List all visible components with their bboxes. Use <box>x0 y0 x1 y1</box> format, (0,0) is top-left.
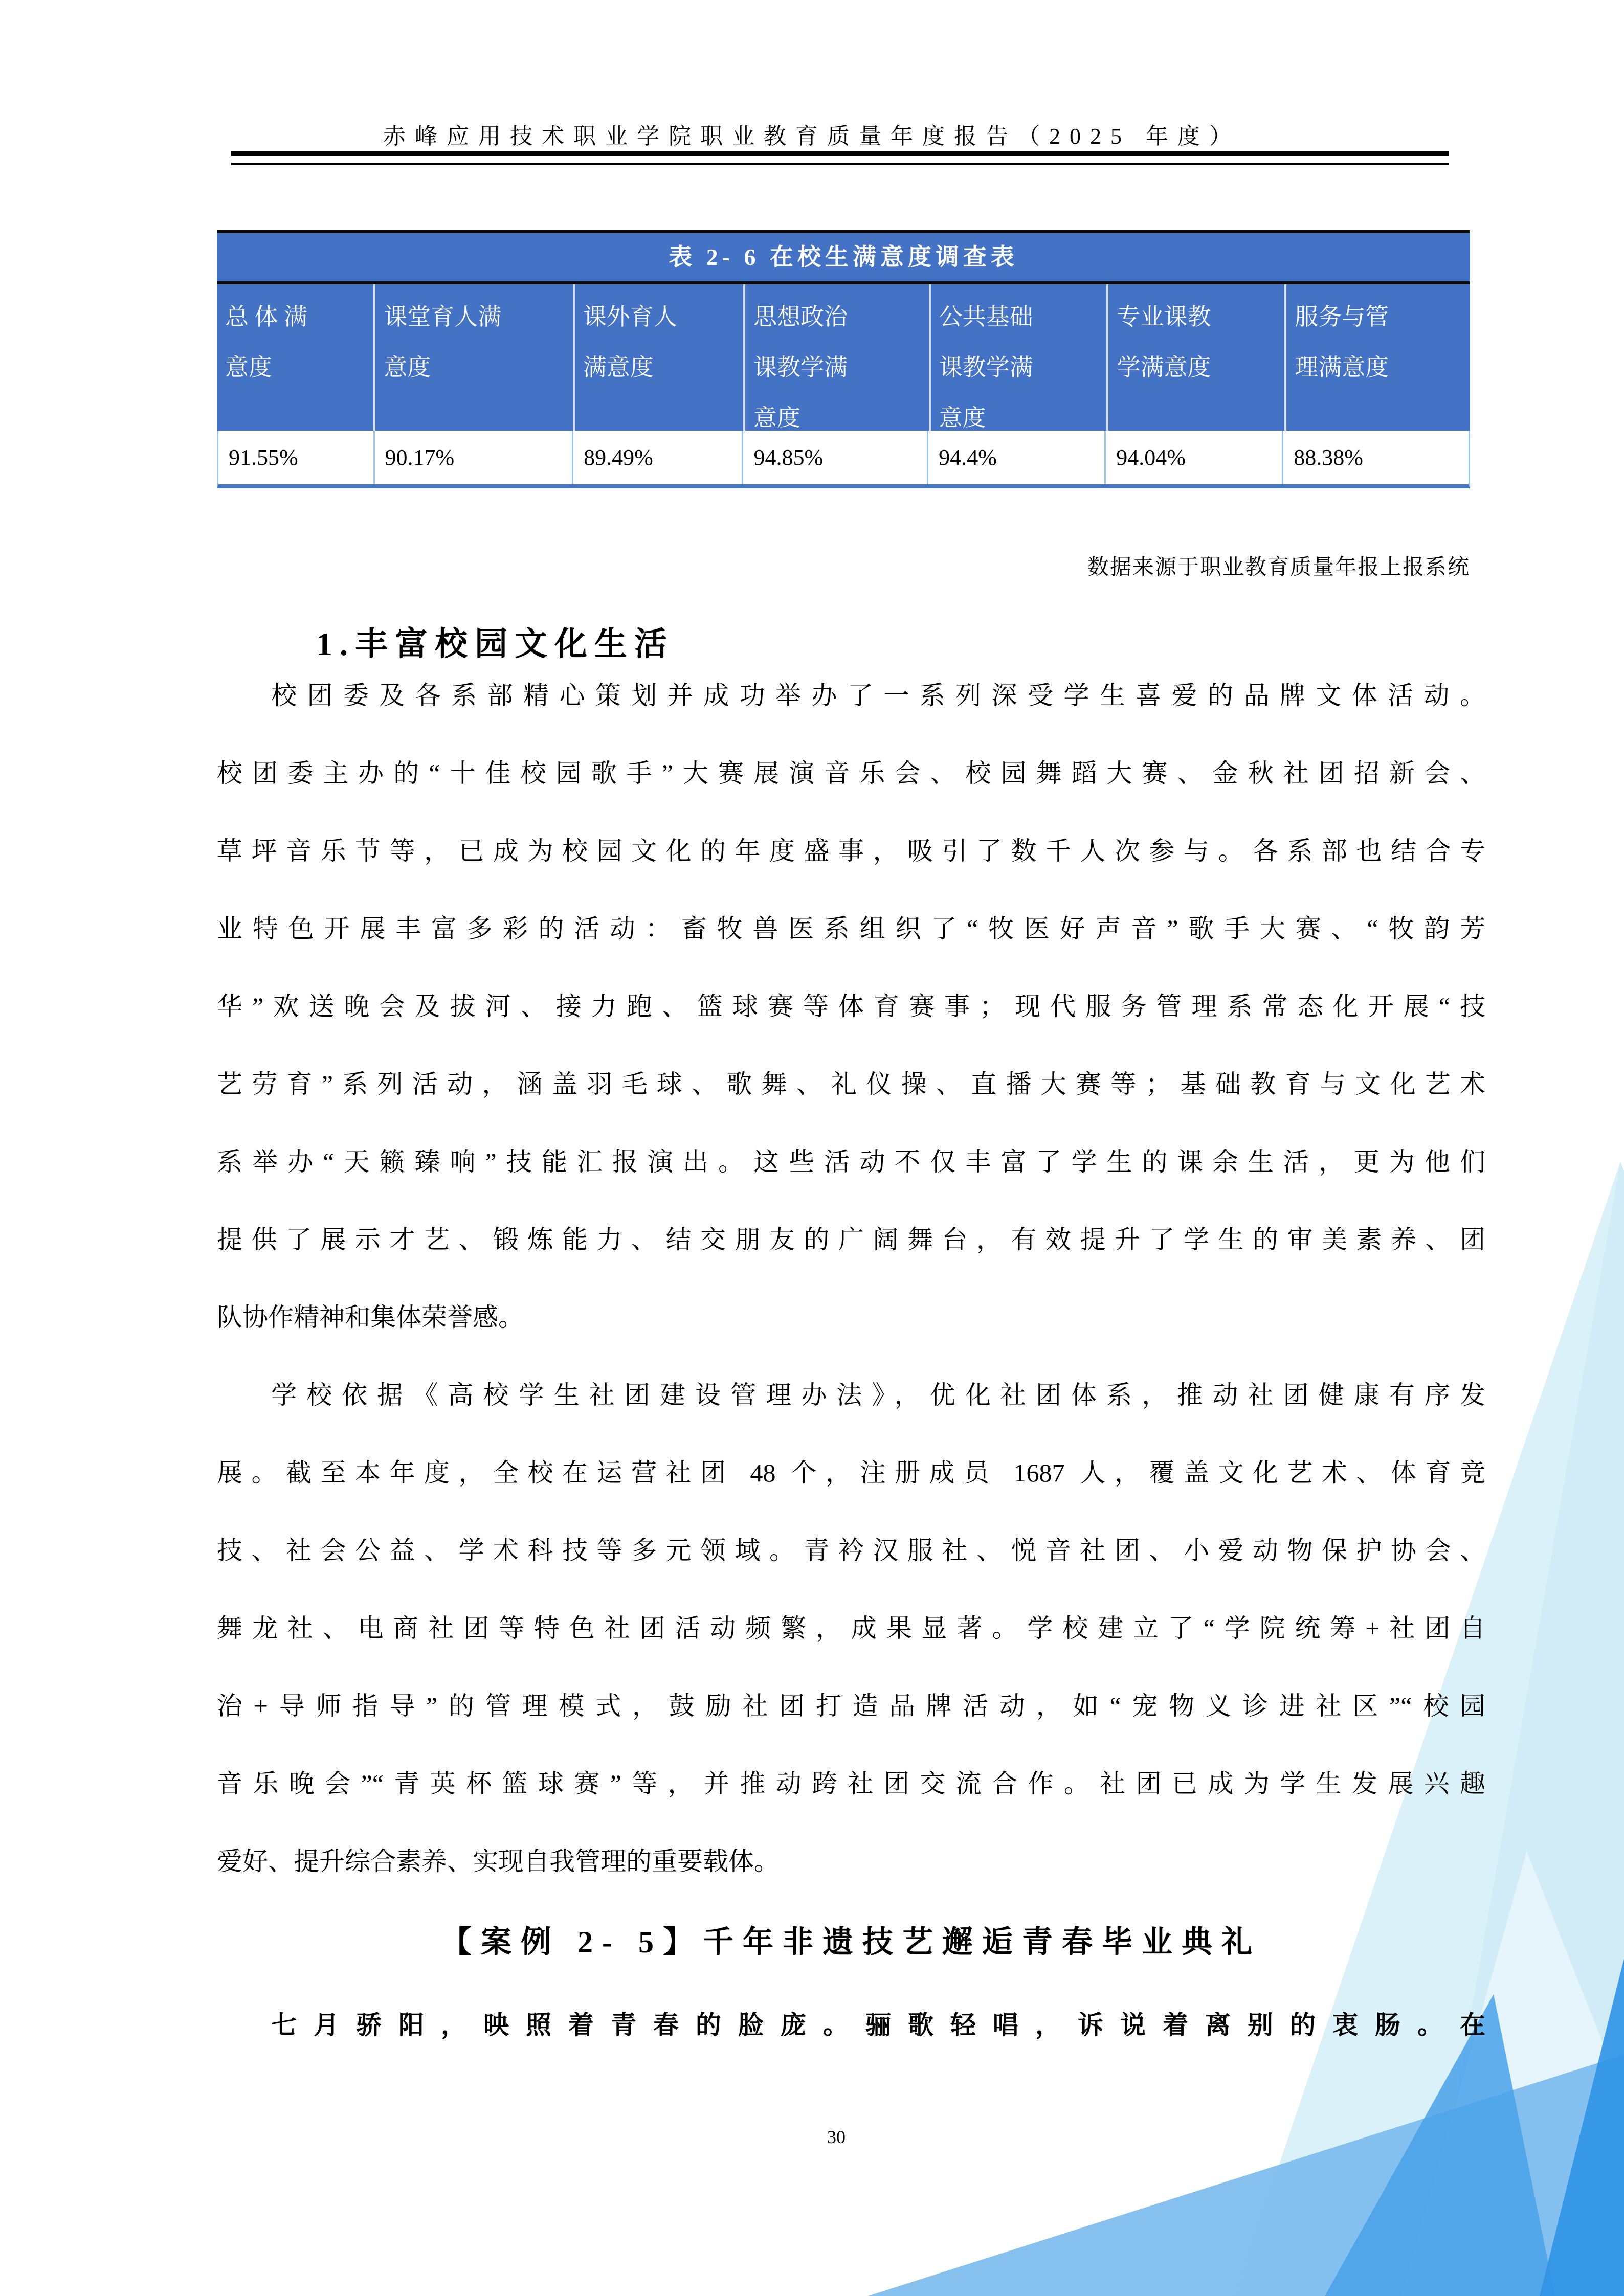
table-value-cell: 89.49% <box>573 431 743 484</box>
table-value-cell: 88.38% <box>1294 445 1363 470</box>
body-line: 系举办“天籁臻响”技能汇报演出。这些活动不仅丰富了学生的课余生活，更为他们 <box>217 1147 1485 1176</box>
body-line: 艺劳育”系列活动，涵盖羽毛球、歌舞、礼仪操、直播大赛等；基础教育与文化艺术 <box>217 1070 1485 1098</box>
body-line: 华”欢送晚会及拔河、接力跑、篮球赛等体育赛事；现代服务管理系常态化开展“技 <box>217 992 1485 1021</box>
table-title: 表 2- 6 在校生满意度调查表 <box>217 230 1470 284</box>
table-value-cell: 94.4% <box>928 431 1106 484</box>
body-line: 学校依据《高校学生社团建设管理办法》，优化社团体系，推动社团健康有序发 <box>271 1381 1485 1409</box>
satisfaction-table <box>217 230 1470 488</box>
body-line: 业特色开展丰富多彩的活动：畜牧兽医系组织了“牧医好声音”歌手大赛、“牧韵芳 <box>217 914 1485 943</box>
table-header-row <box>217 284 1470 431</box>
table-header-cell: 课外育人 满意度 <box>573 284 743 431</box>
table-header-cell: 专业课教 学满意度 <box>1106 284 1284 431</box>
body-line: 校团委主办的“十佳校园歌手”大赛展演音乐会、校园舞蹈大赛、金秋社团招新会、 <box>217 759 1485 787</box>
body-line: 舞龙社、电商社团等特色社团活动频繁，成果显著。学校建立了“学院统筹+社团自 <box>217 1614 1485 1642</box>
section-heading: 1.丰富校园文化生活 <box>316 626 674 662</box>
table-source-caption: 数据来源于职业教育质量年报上报系统 <box>1087 556 1470 579</box>
table-data-row <box>217 431 1470 488</box>
table-value-cell: 91.55% <box>218 431 375 484</box>
table-header-cell: 总 体 满 意度 <box>225 304 307 380</box>
table-header-cell: 课堂育人满 意度 <box>373 284 573 431</box>
table-header-cell: 思想政治 课教学满 意度 <box>743 284 929 431</box>
body-line: 队协作精神和集体荣誉感。 <box>217 1303 524 1332</box>
body-line: 爱好、提升综合素养、实现自我管理的重要载体。 <box>217 1847 780 1876</box>
table-header-cell: 公共基础 课教学满 意度 <box>929 284 1107 431</box>
body-line: 七月骄阳，映照着青春的脸庞。骊歌轻唱，诉说着离别的衷肠。在 <box>271 2011 1485 2039</box>
table-value-cell: 94.04% <box>1106 431 1283 484</box>
body-line: 校团委及各系部精心策划并成功举办了一系列深受学生喜爱的品牌文体活动。 <box>271 681 1485 710</box>
header-rule-bottom <box>231 163 1449 165</box>
header-rule-top <box>231 151 1449 156</box>
page-number: 30 <box>827 2127 846 2147</box>
body-line: 提供了展示才艺、锻炼能力、结交朋友的广阔舞台，有效提升了学生的审美素养、团 <box>217 1225 1485 1254</box>
table-value-cell: 94.85% <box>743 431 928 484</box>
body-line: 展。截至本年度，全校在运营社团 48 个，注册成员 1687 人，覆盖文化艺术、体育竞 <box>217 1458 1485 1487</box>
running-header-title: 赤峰应用技术职业学院职业教育质量年度报告（2025 年度） <box>383 124 1241 149</box>
body-line: 草坪音乐节等，已成为校园文化的年度盛事，吸引了数千人次参与。各系部也结合专 <box>217 837 1485 865</box>
case-study-heading: 【案例 2- 5】千年非遗技艺邂逅青春毕业典礼 <box>441 1925 1261 1959</box>
table-value-cell: 90.17% <box>375 431 574 484</box>
body-line: 音乐晚会”“青英杯篮球赛”等，并推动跨社团交流合作。社团已成为学生发展兴趣 <box>217 1769 1485 1798</box>
table-header-cell: 服务与管 理满意度 <box>1284 284 1470 431</box>
body-line: 治+导师指导”的管理模式，鼓励社团打造品牌活动，如“宠物义诊进社区”“校园 <box>217 1692 1485 1720</box>
body-line: 技、社会公益、学术科技等多元领域。青衿汉服社、悦音社团、小爱动物保护协会、 <box>217 1536 1485 1565</box>
